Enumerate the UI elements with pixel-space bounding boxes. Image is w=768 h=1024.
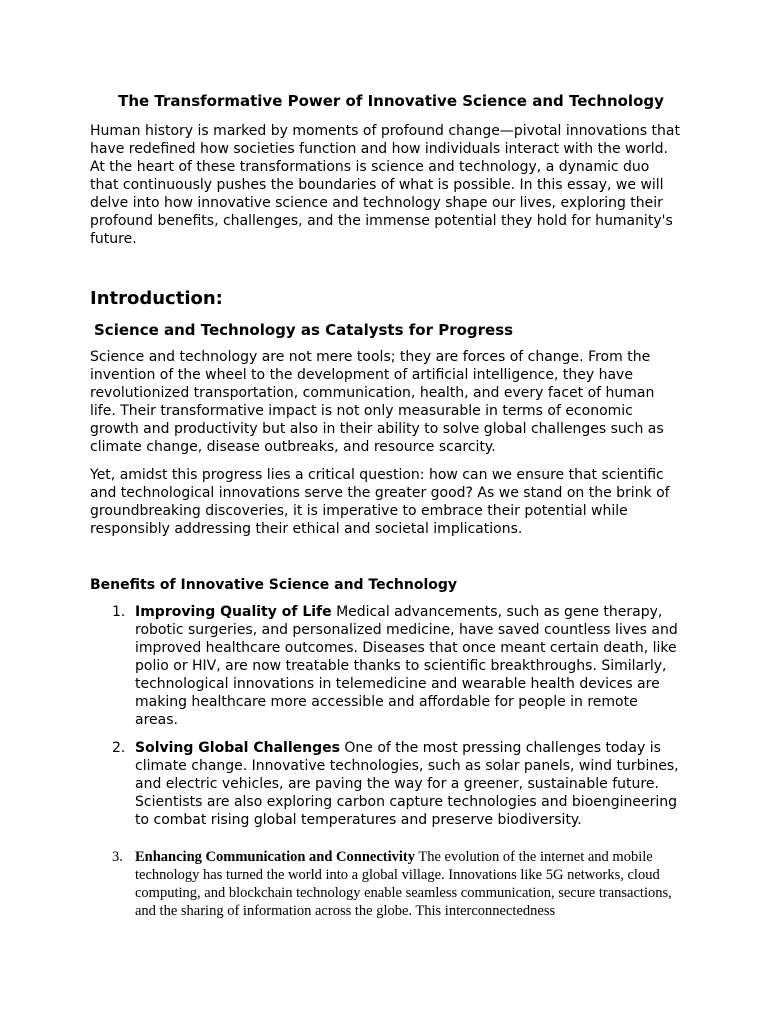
benefit-text: One of the most pressing challenges today is climate change. Innovative technologies, such as solar panels, wind turbines, and electric vehicles, are paving the way for a greener, sustainable future. Scientists are also exploring carbon capture technologies and bioengineering to combat rising global temperatures and preserve biodiversity. [135, 740, 679, 828]
benefits-list [90, 603, 682, 920]
benefit-title: Solving Global Challenges [135, 740, 340, 756]
catalysts-paragraph-1: Science and technology are not mere tools; they are forces of change. From the invention of the wheel to the development of artificial intelligence, they have revolutionized transportation, communication, health, and every facet of human life. Their transformative impact is not only measurable in terms of economic growth and productivity but also in their ability to solve global challenges such as climate change, disease outbreaks, and resource scarcity. [90, 349, 664, 455]
introduction-heading: Introduction: [90, 288, 223, 309]
benefit-text: Medical advancements, such as gene therapy, robotic surgeries, and personalized medicine, have saved countless lives and improved healthcare outcomes. Diseases that once meant certain death, like polio or HIV, are now treatable thanks to scientific breakthroughs. Similarly, technological innovations in telemedicine and wearable health devices are making healthcare more accessible and affordable for people in remote areas. [135, 604, 678, 728]
benefit-title: Enhancing Communication and Connectivity [135, 849, 415, 865]
benefit-number: 2. [112, 740, 126, 756]
benefit-title: Improving Quality of Life [135, 604, 332, 620]
benefit-number: 3. [112, 849, 123, 865]
benefit-item [90, 848, 682, 920]
document-title: The Transformative Power of Innovative Science and Technology [118, 92, 664, 110]
catalysts-paragraph-2: Yet, amidst this progress lies a critical question: how can we ensure that scientific and technological innovations serve the greater good? As we stand on the brink of groundbreaking discoveries, it is imperative to embrace their potential while responsibly addressing their ethical and societal implications. [90, 467, 670, 537]
benefits-heading: Benefits of Innovative Science and Technology [90, 577, 458, 593]
catalysts-heading: Science and Technology as Catalysts for Progress [94, 321, 514, 339]
benefit-item [90, 739, 682, 829]
intro-paragraph: Human history is marked by moments of profound change—pivotal innovations that have redefined how societies function and how individuals interact with the world. At the heart of these transformations is science and technology, a dynamic duo that continuously pushes the boundaries of what is possible. In this essay, we will delve into how innovative science and technology shape our lives, exploring their profound benefits, challenges, and the immense potential they hold for humanity's future. [90, 123, 680, 247]
benefit-text: The evolution of the internet and mobile technology has turned the world into a global village. Innovations like 5G networks, cloud computing, and blockchain technology enable seamless communication, secure transactions, and the sharing of information across the globe. This interconnectedness [135, 849, 672, 919]
document-body [90, 90, 682, 920]
benefit-item [90, 603, 682, 729]
benefit-number: 1. [112, 604, 126, 620]
